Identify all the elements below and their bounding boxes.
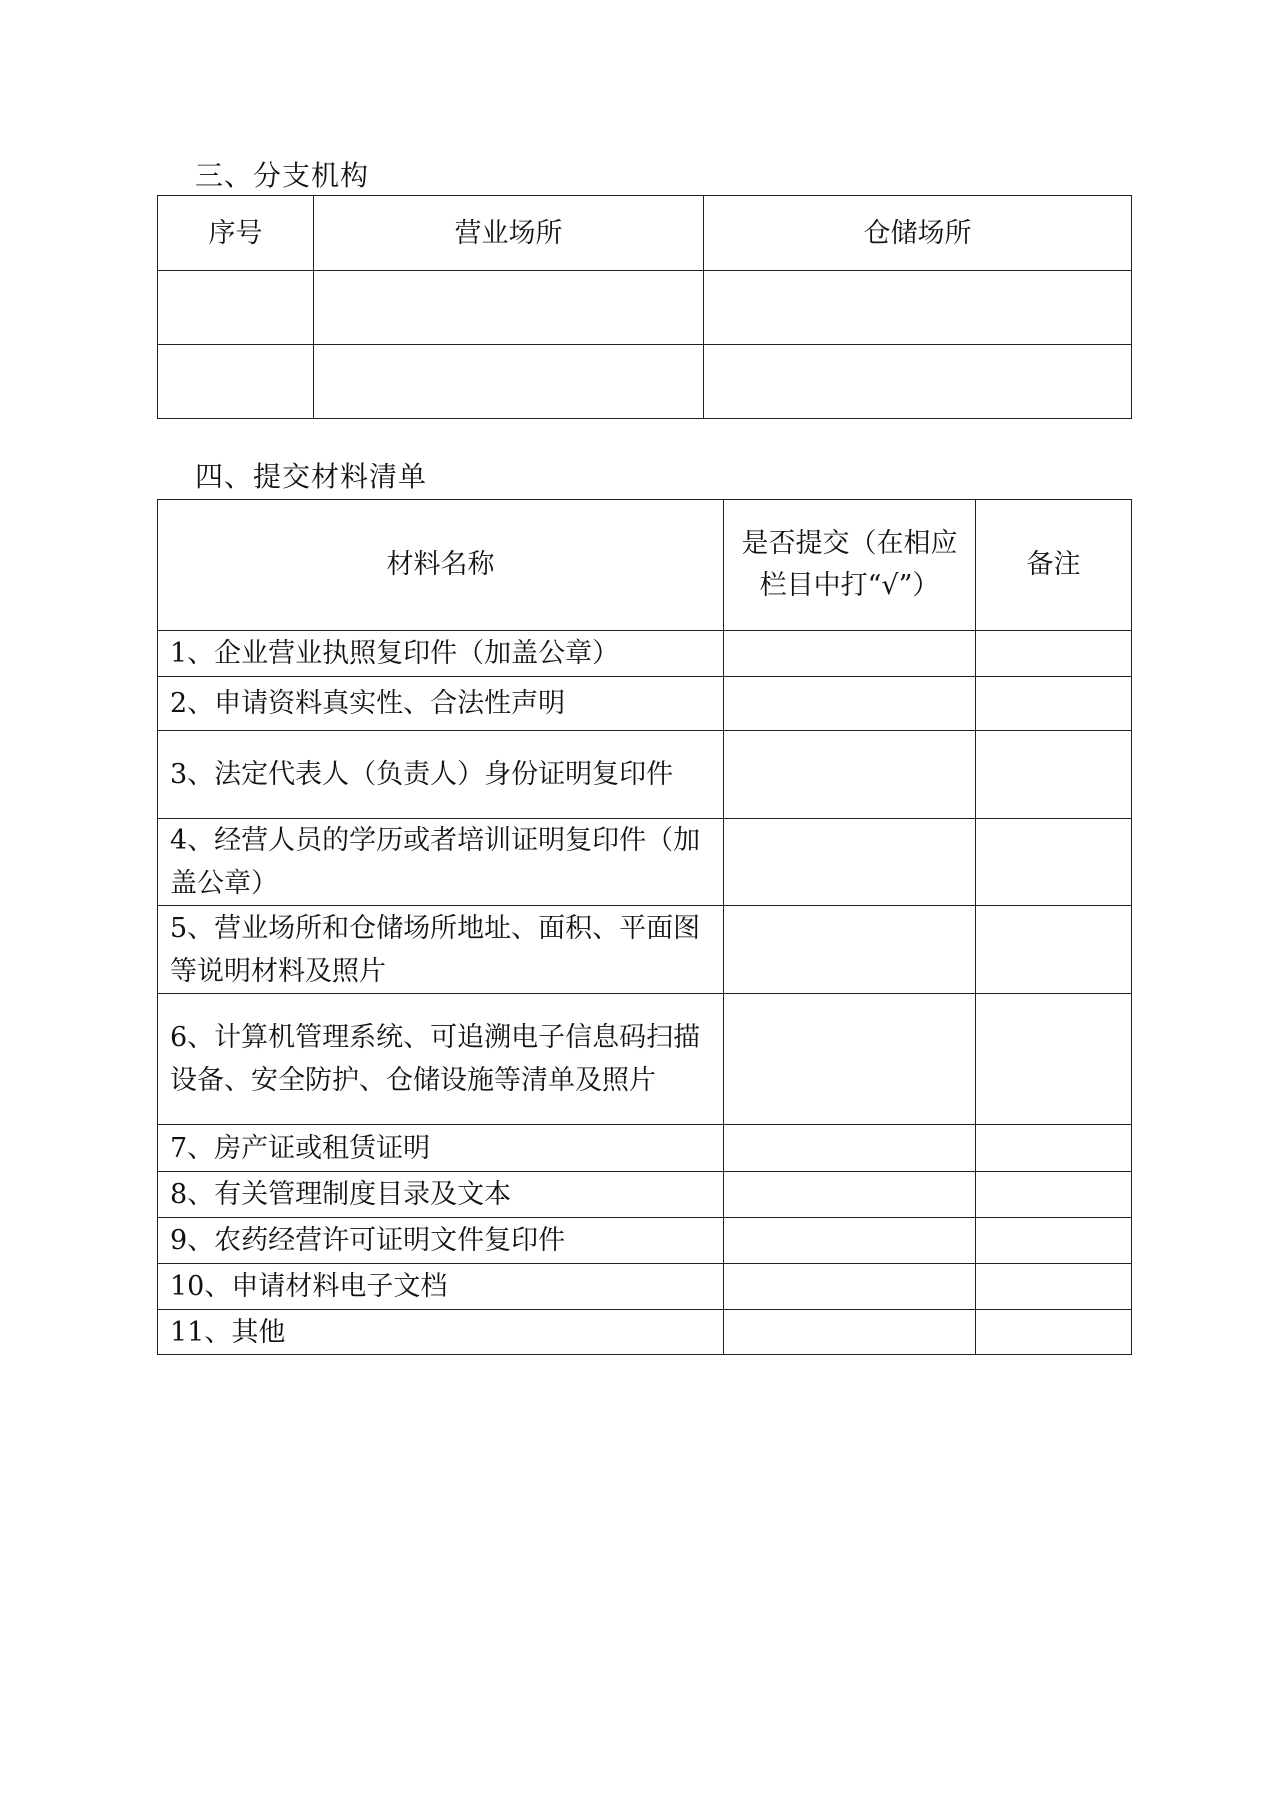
table-row <box>158 1310 1132 1355</box>
table-row <box>158 819 1132 906</box>
table-row <box>158 1218 1132 1264</box>
remarks-cell[interactable] <box>976 1310 1132 1355</box>
material-name-cell: 6、计算机管理系统、可追溯电子信息码扫描设备、安全防护、仓储设施等清单及照片 <box>158 994 724 1125</box>
submitted-checkbox-cell[interactable] <box>724 1264 976 1310</box>
serial-number-cell[interactable] <box>158 345 314 419</box>
table-row <box>158 631 1132 677</box>
serial-number-cell[interactable] <box>158 271 314 345</box>
submitted-checkbox-cell[interactable] <box>724 677 976 731</box>
section-title-materials: 四、提交材料清单 <box>195 460 428 493</box>
remarks-cell[interactable] <box>976 994 1132 1125</box>
section-title-branches: 三、分支机构 <box>195 159 370 192</box>
storage-premises-cell[interactable] <box>704 345 1132 419</box>
table-row <box>158 1264 1132 1310</box>
remarks-cell[interactable] <box>976 1264 1132 1310</box>
table-row <box>158 1172 1132 1218</box>
material-name-cell: 8、有关管理制度目录及文本 <box>158 1172 724 1218</box>
header-serial-number: 序号 <box>158 196 314 271</box>
table-header-row <box>158 196 1132 271</box>
business-premises-cell[interactable] <box>314 271 704 345</box>
submitted-checkbox-cell[interactable] <box>724 1125 976 1172</box>
material-name-cell: 3、法定代表人（负责人）身份证明复印件 <box>158 731 724 819</box>
remarks-cell[interactable] <box>976 677 1132 731</box>
table-row <box>158 906 1132 994</box>
submitted-checkbox-cell[interactable] <box>724 731 976 819</box>
header-material-name: 材料名称 <box>158 500 724 631</box>
table-row <box>158 271 1132 345</box>
submitted-checkbox-cell[interactable] <box>724 631 976 677</box>
table-row <box>158 1125 1132 1172</box>
material-name-cell: 10、申请材料电子文档 <box>158 1264 724 1310</box>
submitted-checkbox-cell[interactable] <box>724 1310 976 1355</box>
header-storage-premises: 仓储场所 <box>704 196 1132 271</box>
material-name-cell: 1、企业营业执照复印件（加盖公章） <box>158 631 724 677</box>
remarks-cell[interactable] <box>976 819 1132 906</box>
material-name-cell: 4、经营人员的学历或者培训证明复印件（加盖公章） <box>158 819 724 906</box>
submitted-checkbox-cell[interactable] <box>724 1218 976 1264</box>
material-name-cell: 5、营业场所和仓储场所地址、面积、平面图等说明材料及照片 <box>158 906 724 994</box>
table-row <box>158 345 1132 419</box>
table-row <box>158 994 1132 1125</box>
storage-premises-cell[interactable] <box>704 271 1132 345</box>
submitted-checkbox-cell[interactable] <box>724 906 976 994</box>
submitted-checkbox-cell[interactable] <box>724 819 976 906</box>
table-row <box>158 677 1132 731</box>
business-premises-cell[interactable] <box>314 345 704 419</box>
branch-table <box>157 195 1132 419</box>
table-row <box>158 731 1132 819</box>
material-name-cell: 11、其他 <box>158 1310 724 1355</box>
header-submitted-label: 是否提交（在相应栏目中打“√”） <box>741 528 958 601</box>
remarks-cell[interactable] <box>976 1172 1132 1218</box>
remarks-cell[interactable] <box>976 906 1132 994</box>
material-name-cell: 9、农药经营许可证明文件复印件 <box>158 1218 724 1264</box>
remarks-cell[interactable] <box>976 731 1132 819</box>
header-business-premises: 营业场所 <box>314 196 704 271</box>
table-header-row <box>158 500 1132 631</box>
submitted-checkbox-cell[interactable] <box>724 1172 976 1218</box>
materials-table <box>157 499 1132 1355</box>
remarks-cell[interactable] <box>976 1218 1132 1264</box>
header-submitted <box>724 500 976 631</box>
remarks-cell[interactable] <box>976 1125 1132 1172</box>
material-name-cell: 2、申请资料真实性、合法性声明 <box>158 677 724 731</box>
remarks-cell[interactable] <box>976 631 1132 677</box>
material-name-cell: 7、房产证或租赁证明 <box>158 1125 724 1172</box>
header-remarks: 备注 <box>976 500 1132 631</box>
submitted-checkbox-cell[interactable] <box>724 994 976 1125</box>
